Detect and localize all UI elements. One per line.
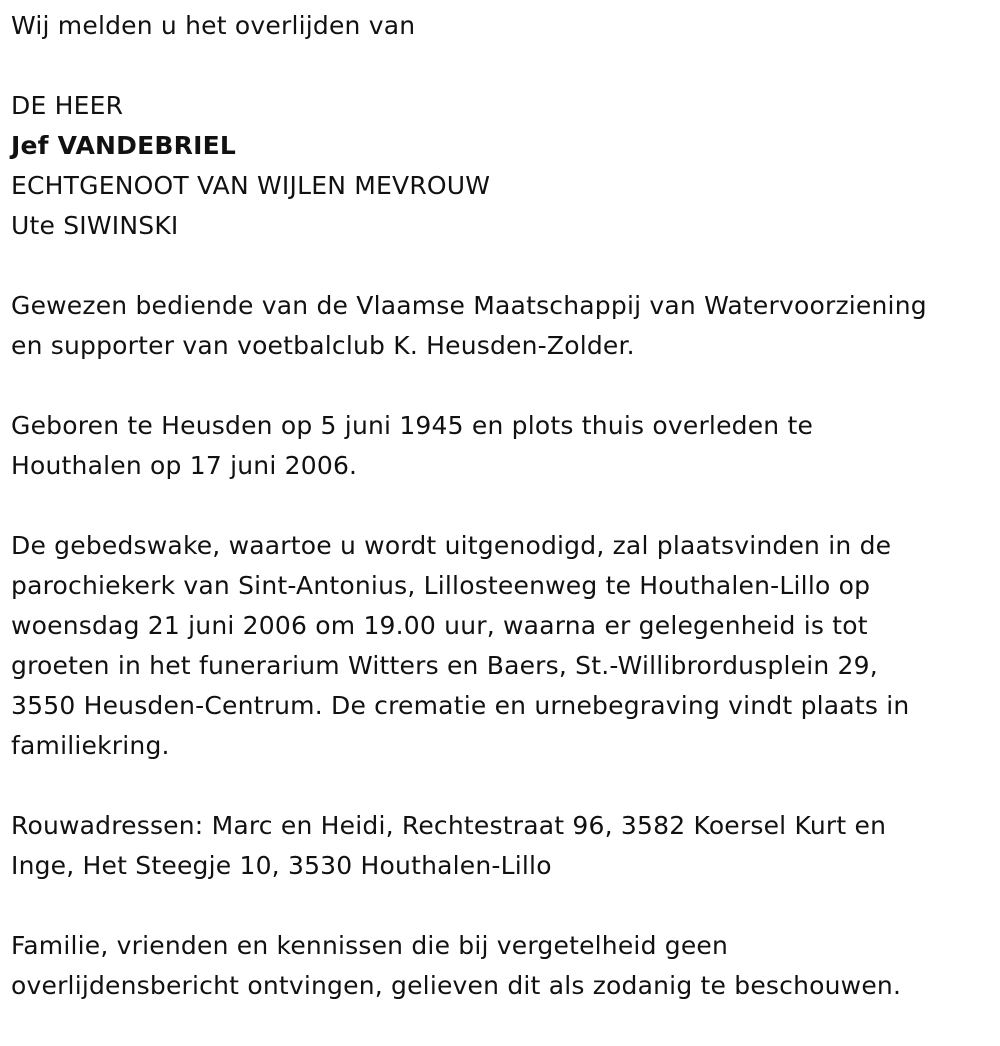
text-line: Inge, Het Steegje 10, 3530 Houthalen-Lillo [11,851,552,880]
text-line: overlijdensbericht ontvingen, gelieven dit als zodanig te beschouwen. [11,971,902,1000]
death-notice [11,6,986,1006]
spacer [11,46,986,86]
wake-paragraph [11,526,986,766]
text-line: Rouwadressen: Marc en Heidi, Rechtestraat 96, 3582 Koersel Kurt en [11,811,887,840]
relation-line: ECHTGENOOT VAN WIJLEN MEVROUW [11,171,491,200]
text-line: Geboren te Heusden op 5 juni 1945 en plots thuis overleden te [11,411,814,440]
spacer [11,486,986,526]
text-line: Gewezen bediende van de Vlaamse Maatschappij van Watervoorziening [11,291,927,320]
spacer [11,766,986,806]
title-line: DE HEER [11,91,124,120]
text-line: Familie, vrienden en kennissen die bij vergetelheid geen [11,931,729,960]
text-line: Houthalen op 17 juni 2006. [11,451,358,480]
addresses-paragraph [11,806,986,886]
text-line: familiekring. [11,731,170,760]
career-paragraph [11,286,986,366]
text-line: woensdag 21 juni 2006 om 19.00 uur, waarna er gelegenheid is tot [11,611,868,640]
spacer [11,246,986,286]
intro-line: Wij melden u het overlijden van [11,11,416,40]
text-line: groeten in het funerarium Witters en Baers, St.-Willibrordusplein 29, [11,651,878,680]
closing-paragraph [11,926,986,1006]
spouse-name: Ute SIWINSKI [11,211,179,240]
text-line: parochiekerk van Sint-Antonius, Lillosteenweg te Houthalen-Lillo op [11,571,871,600]
spacer [11,366,986,406]
deceased-name: Jef VANDEBRIEL [11,131,237,160]
text-line: en supporter van voetbalclub K. Heusden-Zolder. [11,331,635,360]
text-line: De gebedswake, waartoe u wordt uitgenodigd, zal plaatsvinden in de [11,531,892,560]
spacer [11,886,986,926]
text-line: 3550 Heusden-Centrum. De crematie en urnebegraving vindt plaats in [11,691,910,720]
birth-death-paragraph [11,406,986,486]
